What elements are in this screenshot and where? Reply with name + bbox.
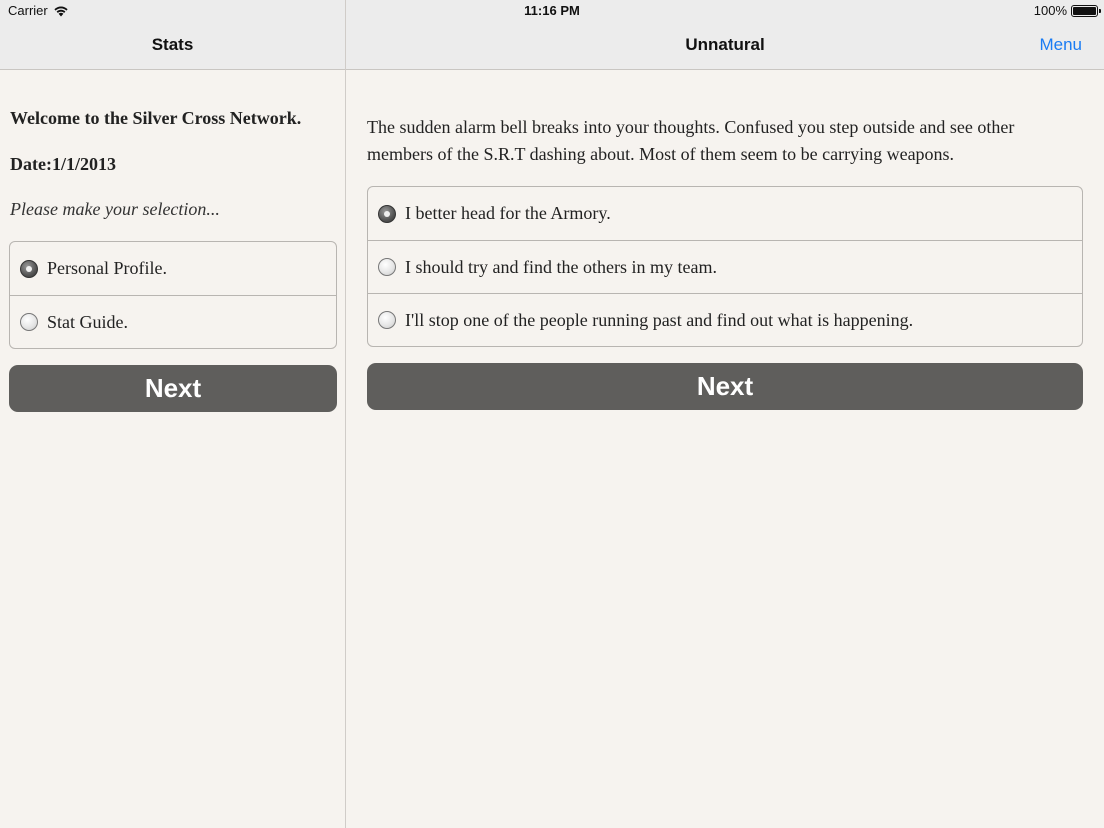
option-label: Stat Guide.	[47, 311, 128, 332]
date-text: Date:1/1/2013	[10, 154, 116, 174]
right-next-button[interactable]: Next	[367, 363, 1083, 410]
radio-selected-icon[interactable]	[378, 205, 396, 223]
option-personal-profile[interactable]	[10, 242, 336, 295]
stats-options	[9, 241, 337, 349]
status-right	[1034, 3, 1098, 18]
left-next-button[interactable]: Next	[9, 365, 337, 412]
radio-unselected-icon[interactable]	[20, 313, 38, 331]
left-nav-title: Stats	[151, 35, 194, 54]
choice-ask-runner[interactable]	[368, 293, 1082, 346]
radio-unselected-icon[interactable]	[378, 258, 396, 276]
menu-button[interactable]: Menu	[1039, 35, 1082, 54]
welcome-text: Welcome to the Silver Cross Network.	[10, 108, 302, 128]
option-stat-guide[interactable]	[10, 295, 336, 348]
selection-prompt: Please make your selection...	[10, 199, 220, 219]
battery-icon	[1071, 5, 1098, 17]
right-navbar	[346, 22, 1104, 70]
radio-selected-icon[interactable]	[20, 260, 38, 278]
story-text: The sudden alarm bell breaks into your thoughts. Confused you step outside and see other members of the S.R.T dashing about. Most of them seem to be carrying weapons.	[367, 117, 1015, 164]
option-label: Personal Profile.	[47, 258, 167, 278]
choice-label: I should try and find the others in my team.	[405, 256, 717, 277]
choice-find-team[interactable]	[368, 240, 1082, 293]
choice-label: I better head for the Armory.	[405, 203, 611, 223]
carrier-label: Carrier	[8, 3, 48, 18]
status-bar	[0, 0, 1104, 22]
choice-armory[interactable]	[368, 187, 1082, 240]
pane-divider	[345, 0, 346, 828]
clock: 11:16 PM	[524, 3, 580, 18]
left-navbar	[0, 22, 345, 70]
radio-unselected-icon[interactable]	[378, 311, 396, 329]
choice-options	[367, 186, 1083, 347]
right-nav-title: Unnatural	[685, 35, 765, 54]
choice-label: I'll stop one of the people running past and find out what is happening.	[405, 309, 914, 330]
battery-percent: 100%	[1033, 3, 1067, 18]
